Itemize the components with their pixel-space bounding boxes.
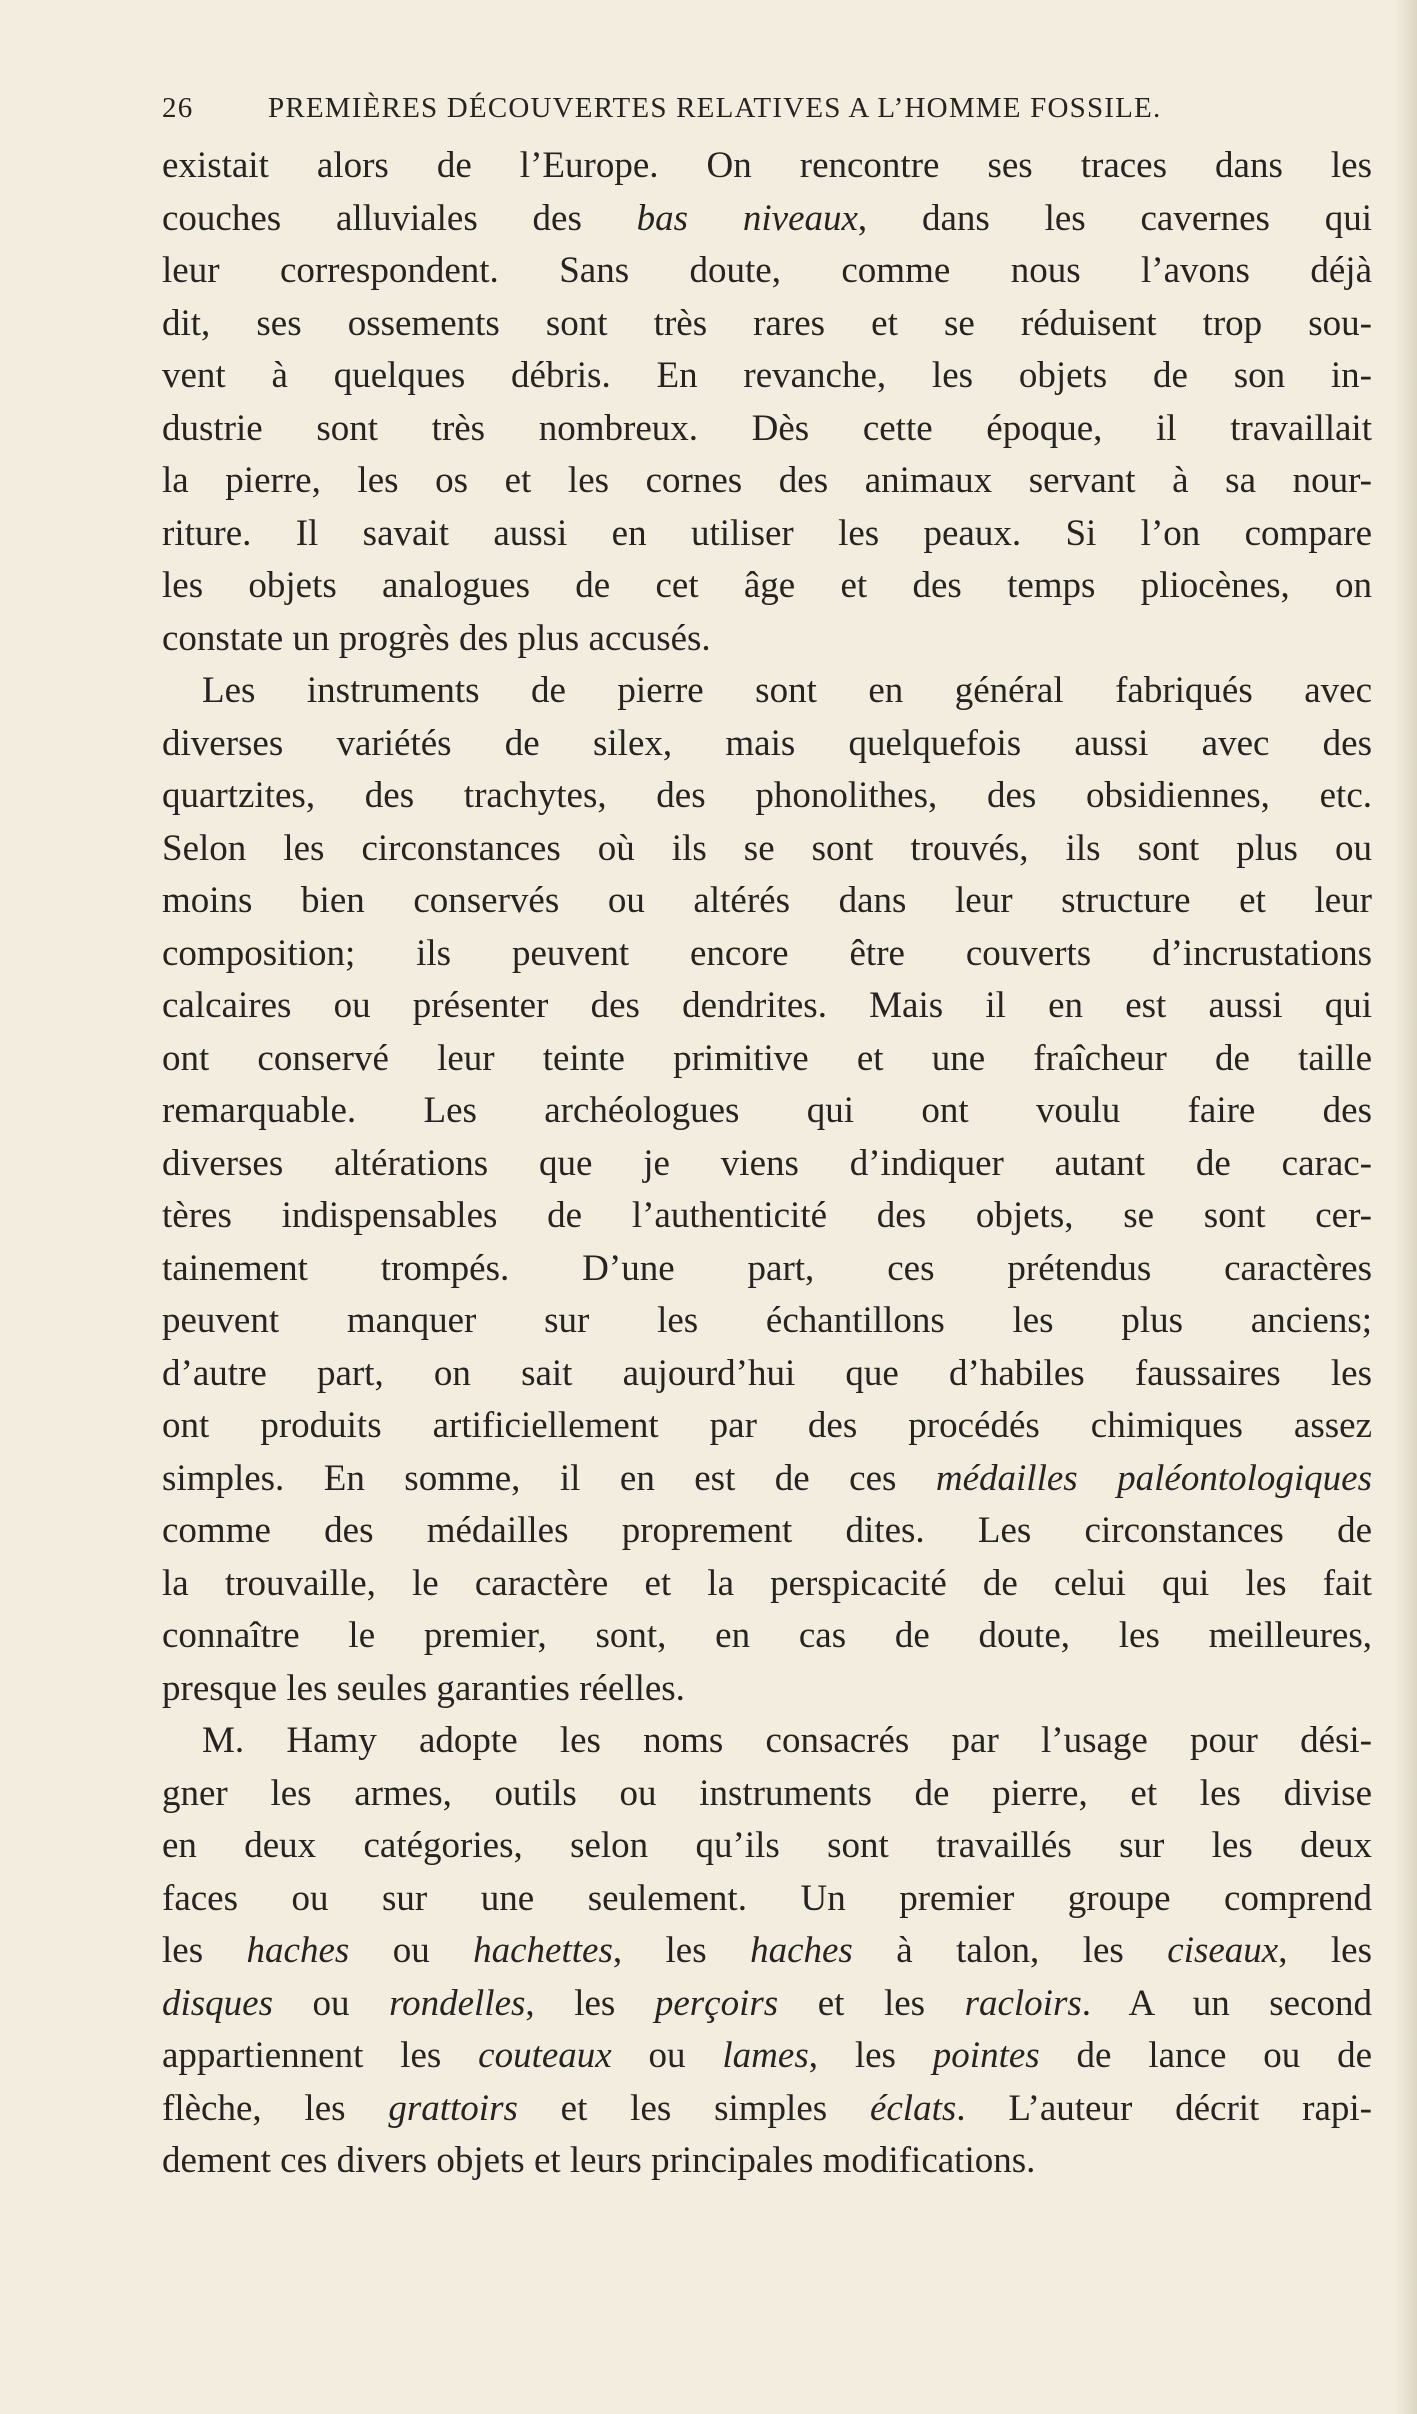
text-segment: quartzites, des trachytes, des phonolithes, des obsidiennes, etc. <box>162 775 1372 816</box>
text-line <box>162 1925 1372 1978</box>
text-line <box>162 1295 1372 1348</box>
text-line <box>162 1768 1372 1821</box>
text-segment: dement ces divers objets et leurs principales modifications. <box>162 2140 1036 2181</box>
text-line <box>162 1820 1372 1873</box>
text-segment: M. Hamy adopte les noms consacrés par l’usage pour dési- <box>202 1720 1372 1761</box>
text-segment: ou <box>273 1982 390 2024</box>
italic-term: haches <box>750 1930 853 1971</box>
text-segment: dustrie sont très nombreux. Dès cette époque, il travaillait <box>162 407 1372 449</box>
italic-term: pointes <box>932 2035 1040 2076</box>
text-line <box>162 1190 1372 1243</box>
text-line <box>162 560 1372 613</box>
text-line <box>162 350 1372 403</box>
text-line <box>162 245 1372 298</box>
italic-term: racloirs <box>964 1982 1082 2024</box>
body-text <box>162 140 1372 2188</box>
text-segment: de lance ou de <box>1039 2035 1372 2076</box>
text-line <box>162 823 1372 876</box>
text-segment: . L’auteur décrit rapi- <box>956 2087 1372 2129</box>
text-segment: connaître le premier, sont, en cas de doute, les meilleures, <box>162 1615 1372 1656</box>
text-segment: la trouvaille, le caractère et la perspicacité de celui qui les fait <box>162 1562 1372 1604</box>
text-segment: peuvent manquer sur les échantillons les plus anciens; <box>162 1300 1372 1341</box>
running-title: PREMIÈRES DÉCOUVERTES RELATIVES A L’HOMME FOSSILE. <box>268 92 1162 124</box>
text-line <box>162 928 1372 981</box>
text-segment: existait alors de l’Europe. On rencontre ses traces dans les <box>162 145 1372 186</box>
text-line <box>162 1505 1372 1558</box>
text-segment: tainement trompés. D’une part, ces prétendus caractères <box>162 1247 1372 1289</box>
text-segment: à talon, les <box>852 1930 1168 1971</box>
text-segment: riture. Il savait aussi en utiliser les peaux. Si l’on compare <box>162 512 1372 554</box>
italic-term: médailles paléontologiques <box>935 1457 1372 1499</box>
text-segment: composition; ils peuvent encore être couverts d’incrustations <box>162 932 1372 974</box>
text-line <box>162 1400 1372 1453</box>
text-line <box>162 1138 1372 1191</box>
text-line <box>162 1610 1372 1663</box>
text-segment: en deux catégories, selon qu’ils sont travaillés sur les deux <box>162 1825 1372 1866</box>
italic-term: couteaux <box>478 2035 612 2076</box>
text-segment: gner les armes, outils ou instruments de pierre, et les divise <box>162 1772 1372 1814</box>
text-segment: ou <box>349 1930 474 1971</box>
text-segment: , les <box>808 2035 933 2076</box>
text-line <box>162 1243 1372 1296</box>
italic-term: hachettes <box>473 1930 613 1971</box>
italic-term: grattoirs <box>388 2087 518 2129</box>
text-segment: d’autre part, on sait aujourd’hui que d’habiles faussaires les <box>162 1352 1372 1394</box>
text-segment: tères indispensables de l’authenticité des objets, se sont cer- <box>162 1195 1372 1236</box>
text-segment: comme des médailles proprement dites. Les circonstances de <box>162 1510 1372 1551</box>
text-segment: diverses altérations que je viens d’indiquer autant de carac- <box>162 1142 1372 1184</box>
running-header <box>162 92 1372 132</box>
text-line <box>162 665 1372 718</box>
italic-term: disques <box>162 1982 273 2024</box>
text-line <box>162 2083 1372 2136</box>
text-line <box>162 770 1372 823</box>
text-line <box>162 718 1372 771</box>
text-segment: , dans les cavernes qui <box>857 197 1372 239</box>
text-segment: moins bien conservés ou altérés dans leur structure et leur <box>162 880 1372 921</box>
text-segment: et les <box>778 1982 965 2024</box>
text-segment: ont produits artificiellement par des procédés chimiques assez <box>162 1405 1372 1446</box>
text-segment: simples. En somme, il en est de ces <box>162 1457 936 1499</box>
italic-term: lames <box>722 2035 809 2076</box>
text-line <box>162 1663 1372 1716</box>
text-segment: . A un second <box>1081 1982 1372 2024</box>
text-line <box>162 508 1372 561</box>
text-line <box>162 1715 1372 1768</box>
text-segment: calcaires ou présenter des dendrites. Mais il en est aussi qui <box>162 985 1372 1026</box>
text-segment: flèche, les <box>162 2087 389 2129</box>
text-line <box>162 1033 1372 1086</box>
text-line <box>162 1558 1372 1611</box>
text-segment: et les simples <box>517 2087 870 2129</box>
text-line <box>162 298 1372 351</box>
text-line <box>162 403 1372 456</box>
text-line <box>162 2030 1372 2083</box>
text-segment: , les <box>1278 1930 1372 1971</box>
text-segment: couches alluviales des <box>162 197 637 239</box>
text-segment: ont conservé leur teinte primitive et une fraîcheur de taille <box>162 1037 1372 1079</box>
text-line <box>162 2135 1372 2188</box>
text-segment: diverses variétés de silex, mais quelquefois aussi avec des <box>162 722 1372 764</box>
text-segment: les <box>162 1930 247 1971</box>
italic-term: rondelles <box>389 1982 526 2024</box>
page-number: 26 <box>162 92 194 124</box>
text-line <box>162 455 1372 508</box>
text-line <box>162 1978 1372 2031</box>
text-line <box>162 1085 1372 1138</box>
text-line <box>162 193 1372 246</box>
text-segment: presque les seules garanties réelles. <box>162 1667 685 1709</box>
italic-term: bas niveaux <box>636 197 858 239</box>
text-line <box>162 980 1372 1033</box>
text-segment: faces ou sur une seulement. Un premier groupe comprend <box>162 1877 1372 1919</box>
text-segment: vent à quelques débris. En revanche, les objets de son in- <box>162 355 1372 396</box>
italic-term: perçoirs <box>654 1982 779 2024</box>
text-segment: Selon les circonstances où ils se sont trouvés, ils sont plus ou <box>162 827 1372 869</box>
italic-term: éclats <box>869 2087 957 2129</box>
italic-term: ciseaux <box>1167 1930 1279 1971</box>
text-line <box>162 875 1372 928</box>
text-segment: appartiennent les <box>162 2035 479 2076</box>
text-segment: constate un progrès des plus accusés. <box>162 617 711 659</box>
text-segment: , les <box>612 1930 751 1971</box>
text-segment: remarquable. Les archéologues qui ont voulu faire des <box>162 1090 1372 1131</box>
text-segment: dit, ses ossements sont très rares et se réduisent trop sou- <box>162 302 1372 344</box>
text-segment: , les <box>525 1982 655 2024</box>
text-line <box>162 1453 1372 1506</box>
text-line <box>162 1348 1372 1401</box>
text-segment: les objets analogues de cet âge et des temps pliocènes, on <box>162 565 1372 606</box>
text-line <box>162 1873 1372 1926</box>
text-segment: Les instruments de pierre sont en général fabriqués avec <box>202 670 1372 711</box>
text-segment: la pierre, les os et les cornes des animaux servant à sa nour- <box>162 460 1372 501</box>
text-segment: ou <box>611 2035 723 2076</box>
text-line <box>162 613 1372 666</box>
italic-term: haches <box>246 1930 350 1971</box>
page-edge-shadow <box>1395 0 1417 2414</box>
text-segment: leur correspondent. Sans doute, comme nous l’avons déjà <box>162 250 1372 291</box>
text-line <box>162 140 1372 193</box>
